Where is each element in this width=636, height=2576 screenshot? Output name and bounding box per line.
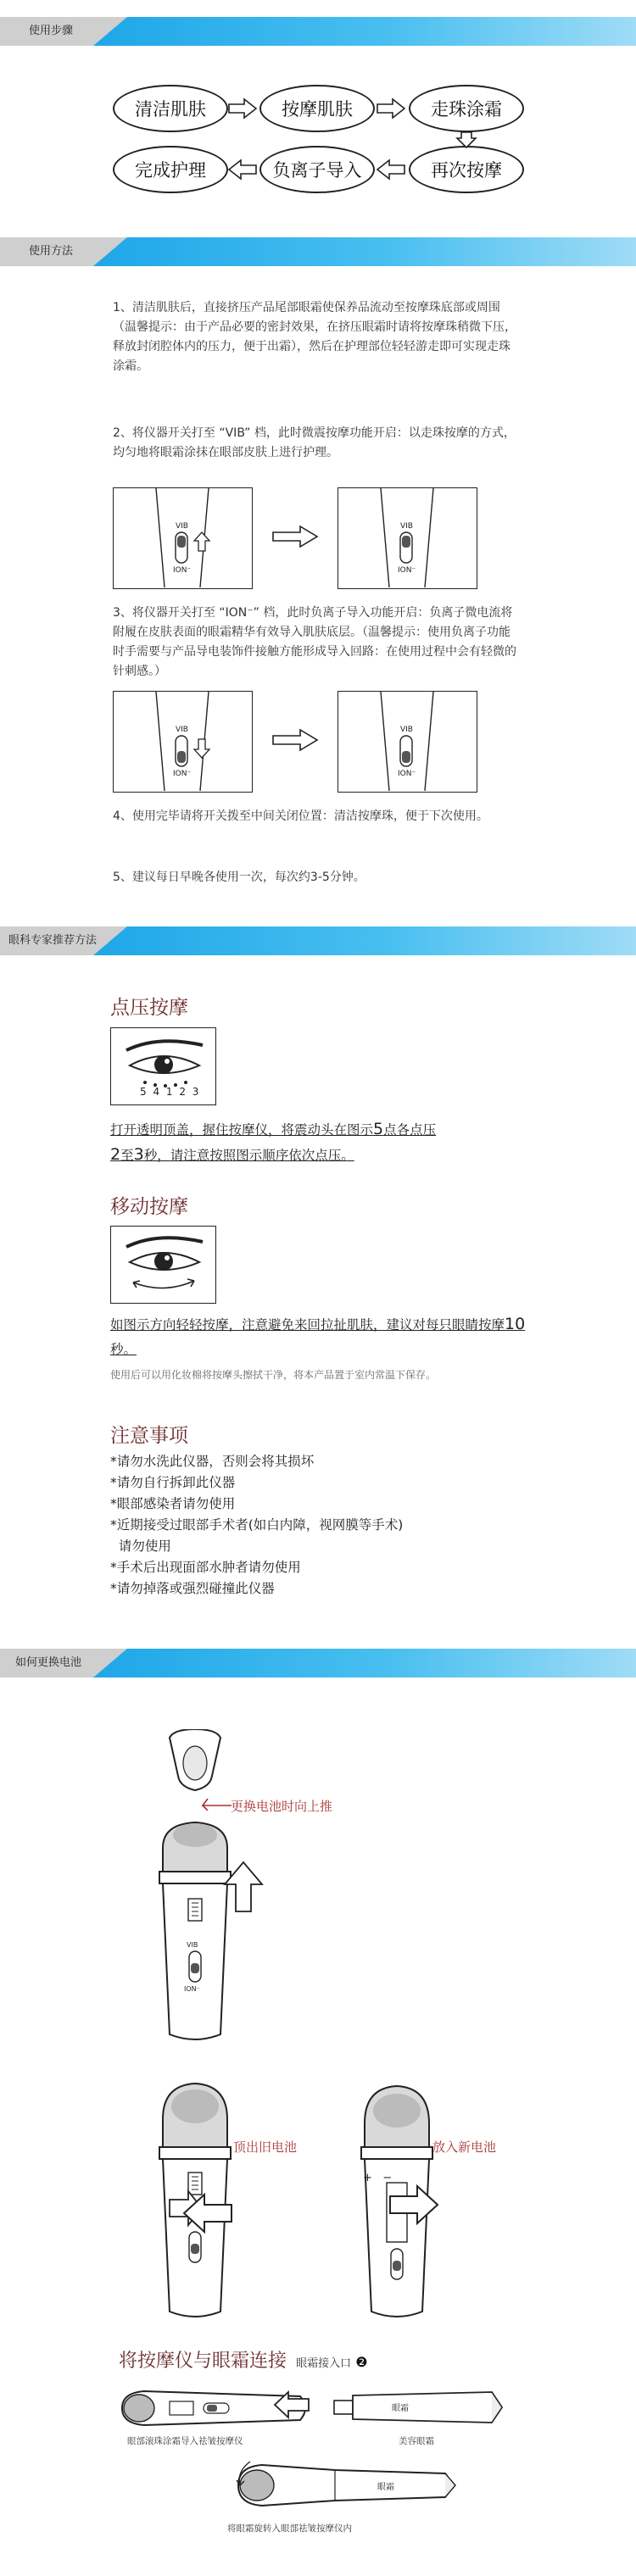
push-up-label: 更换电池时向上推 [231,1799,333,1814]
switch-label-ion: ION⁻ [184,1985,200,1993]
device-assembled [233,2458,462,2512]
list-item: *请勿掉落或强烈碰撞此仪器 [110,1581,275,1596]
caption-device: 眼部滚珠涂霜导入祛皱按摩仪 [127,2436,243,2446]
section-title: 使用方法 [29,245,74,258]
switch-label-ion: ION⁻ [398,566,416,575]
arrow-left-icon [191,1789,233,1811]
method-step-4: 4、使用完毕请将开关拨至中间关闭位置：清洁按摩珠，便于下次使用。 [113,810,488,823]
switch-panel-before [113,487,253,589]
section-header-battery [0,1649,636,1677]
arrow-right-icon [227,97,258,120]
switch-label-vib: VIB [176,726,188,734]
care-note: 使用后可以用化妆棉将按摩头擦拭干净，将本产品置于室内常温下保存。 [110,1369,437,1381]
cautions-list [110,1451,500,1600]
arrow-right-icon [271,727,319,753]
list-item: *请勿水洗此仪器，否则会将其损坏 [110,1454,315,1469]
switch-label-ion: ION⁻ [398,770,416,778]
move-massage-title: 移动按摩 [110,1196,188,1218]
switch-label-ion: ION⁻ [173,566,192,575]
method-step-3: 3、将仪器开关打至 “ION⁻” 档，此时负离子导入功能开启：负离子微电流将附履在皮肤表面的眼霜精华有效导入肌肤底层。（温馨提示：使用负离子功能时手需要与产品导电装饰件接触方能形成导入回路：在使用过程中会有轻微的针刺感。） [113,606,516,678]
step-massage: 按摩肌肤 [259,85,375,132]
section-title: 如何更换电池 [15,1656,82,1669]
insert-battery-label: 放入新电池 [432,2139,497,2155]
method-step-5: 5、建议每日早晚各使用一次，每次约3-5分钟。 [113,871,365,884]
acupressure-instructions: 打开透明顶盖，握住按摩仪，将震动头在图示5点各点压 2至3秒，请注意按照图示顺序依次点压。 [110,1120,437,1164]
switch-label-vib: VIB [187,1941,198,1949]
connect-number-icon: ❷ [355,2354,368,2370]
arrow-left-icon [273,2390,310,2419]
cautions-title: 注意事项 [110,1425,188,1447]
arrow-down-icon [455,131,477,148]
step-finish: 完成护理 [113,146,228,193]
eye-diagram-movement [110,1226,216,1304]
switch-label-vib: VIB [400,726,413,734]
switch-label-vib: VIB [400,522,413,531]
acupressure-title: 点压按摩 [110,997,188,1019]
cream-tube-label: 眼霜 [377,2483,394,2492]
switch-label-vib: VIB [176,522,188,531]
connect-heading [119,2346,368,2373]
cream-tube-label: 眼霜 [392,2404,409,2413]
section-header-method [0,237,636,266]
list-item: *手术后出现面部水肿者请勿使用 [110,1560,301,1575]
section-title: 眼科专家推荐方法 [8,934,98,947]
arrow-right-icon [376,97,406,120]
step-cleanse: 清洁肌肤 [113,85,228,132]
caption-assembly: 将眼霜旋转入眼部祛皱按摩仪内 [227,2523,352,2534]
connect-title: 将按摩仪与眼霜连接 [119,2351,287,2372]
list-item: *请勿自行拆卸此仪器 [110,1475,236,1490]
cream-tube [332,2389,506,2426]
acupressure-point-numbers: 5 4 1 2 3 [140,1086,201,1098]
list-item: *近期接受过眼部手术者(如白内障，视网膜等手术) [110,1517,404,1533]
arrow-up-icon [222,1861,265,1913]
eye-diagram-points [110,1027,216,1105]
list-item: *眼部感染者请勿使用 [110,1496,236,1511]
switch-panel-before [113,691,253,793]
step-ion: 负离子导入 [259,146,375,193]
move-massage-instructions: 如图示方向轻轻按摩，注意避免来回拉扯肌肤，建议对每只眼睛按摩10秒。 [110,1315,526,1357]
eject-battery-label: 顶出旧电池 [233,2139,298,2155]
arrow-left-icon [376,159,406,181]
section-header-expert [0,926,636,955]
section-header-steps [0,17,636,46]
step-roller: 走珠涂霜 [409,85,524,132]
arrow-left-icon [182,2191,233,2235]
switch-panel-after [338,691,477,793]
arrow-right-icon [271,524,319,549]
arrow-left-icon [227,159,258,181]
step-remassage: 再次按摩 [409,146,524,193]
caption-cream: 美容眼霜 [399,2436,434,2446]
list-item: 请勿使用 [110,1538,171,1554]
connect-subtitle: 眼霜接入口 [296,2357,352,2370]
method-step-2: 2、将仪器开关打至 “VIB” 档，此时微震按摩功能开启：以走珠按摩的方式，均匀地将眼霜涂抹在眼部皮肤上进行护理。 [113,426,516,459]
method-step-1: 1、清洁肌肤后，直接挤压产品尾部眼霜使保养品流动至按摩珠底部或周围（温馨提示：由于产品必要的密封效果，在挤压眼霜时请将按摩珠稍微下压，释放封闭腔体内的压力，便于出霜），然后在护理部位轻轻游走即可实现走珠涂霜。 [113,301,516,373]
polarity-signs: + − [363,2172,393,2184]
section-title: 使用步骤 [29,25,74,37]
switch-panel-after [338,487,477,589]
arrow-right-icon [388,2183,439,2227]
switch-label-ion: ION⁻ [173,770,192,778]
